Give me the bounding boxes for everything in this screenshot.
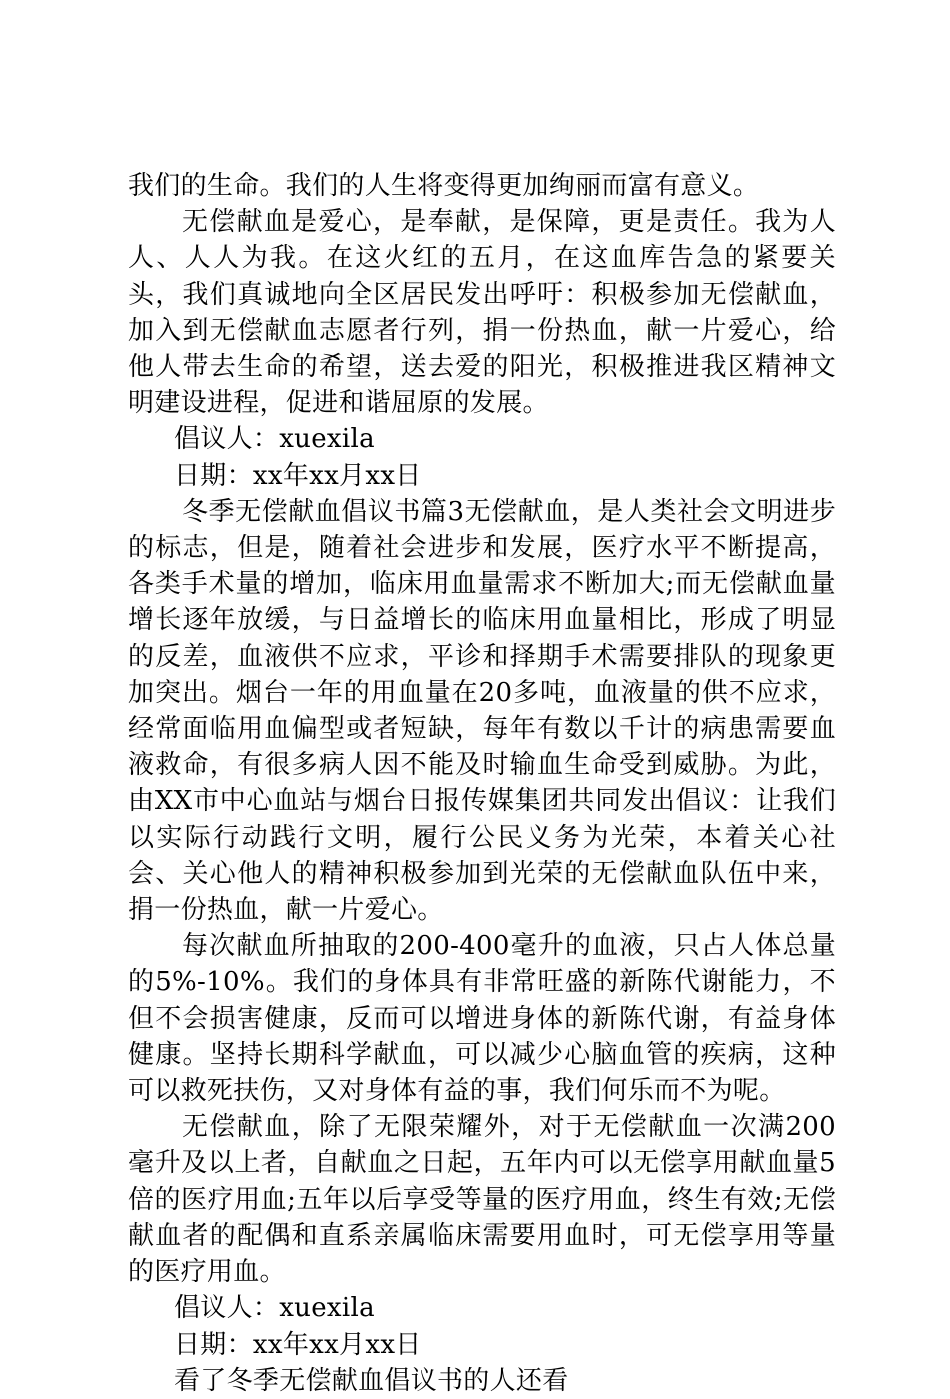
document-body <box>128 168 836 1399</box>
paragraph-continuation: 我们的生命。我们的人生将变得更加绚丽而富有意义。 <box>128 171 760 201</box>
related-reading-heading: 看了冬季无偿献血倡议书的人还看 <box>174 1365 569 1396</box>
signature-date-2: 日期：xx年xx月xx日 <box>174 1329 422 1360</box>
signature-initiator-2: 倡议人：xuexila <box>174 1293 375 1324</box>
paragraph-donation-amount: 每次献血所抽取的200-400毫升的血液，只占人体总量的5%-10%。我们的身体具有非常旺盛的新陈代谢能力，不但不会损害健康，反而可以增进身体的新陈代谢，有益身体健康。坚持长期科学献血，可以减少心脑血管的疾病，这种可以救死扶伤，又对身体有益的事，我们何乐而不为呢。 <box>128 931 836 1107</box>
signature-date: 日期：xx年xx月xx日 <box>174 460 422 491</box>
signature-initiator: 倡议人：xuexila <box>174 424 375 455</box>
paragraph-appeal: 无偿献血是爱心，是奉献，是保障，更是责任。我为人人、人人为我。在这火红的五月，在这血库告急的紧要关头，我们真诚地向全区居民发出呼吁：积极参加无偿献血，加入到无偿献血志愿者行列，捐一份热血，献一片爱心，给他人带去生命的希望，送去爱的阳光，积极推进我区精神文明建设进程，促进和谐屈原的发展。 <box>128 207 836 419</box>
paragraph-benefits: 无偿献血，除了无限荣耀外，对于无偿献血一次满200毫升及以上者，自献血之日起，五年内可以无偿享用献血量5倍的医疗用血;五年以后享受等量的医疗用血，终生有效;无偿献血者的配偶和直系亲属临床需要用血时，可无偿享用等量的医疗用血。 <box>128 1112 836 1288</box>
paragraph-proposal-3: 冬季无偿献血倡议书篇3无偿献血，是人类社会文明进步的标志，但是，随着社会进步和发展，医疗水平不断提高，各类手术量的增加，临床用血量需求不断加大;而无偿献血量增长逐年放缓，与日益增长的临床用血量相比，形成了明显的反差，血液供不应求，平诊和择期手术需要排队的现象更加突出。烟台一年的用血量在20多吨，血液量的供不应求，经常面临用血偏型或者短缺，每年有数以千计的病患需要血液救命，有很多病人因不能及时输血生命受到威胁。为此，由XX市中心血站与烟台日报传媒集团共同发出倡议：让我们以实际行动践行文明，履行公民义务为光荣，本着关心社会、关心他人的精神积极参加到光荣的无偿献血队伍中来，捐一份热血，献一片爱心。 <box>128 496 836 926</box>
